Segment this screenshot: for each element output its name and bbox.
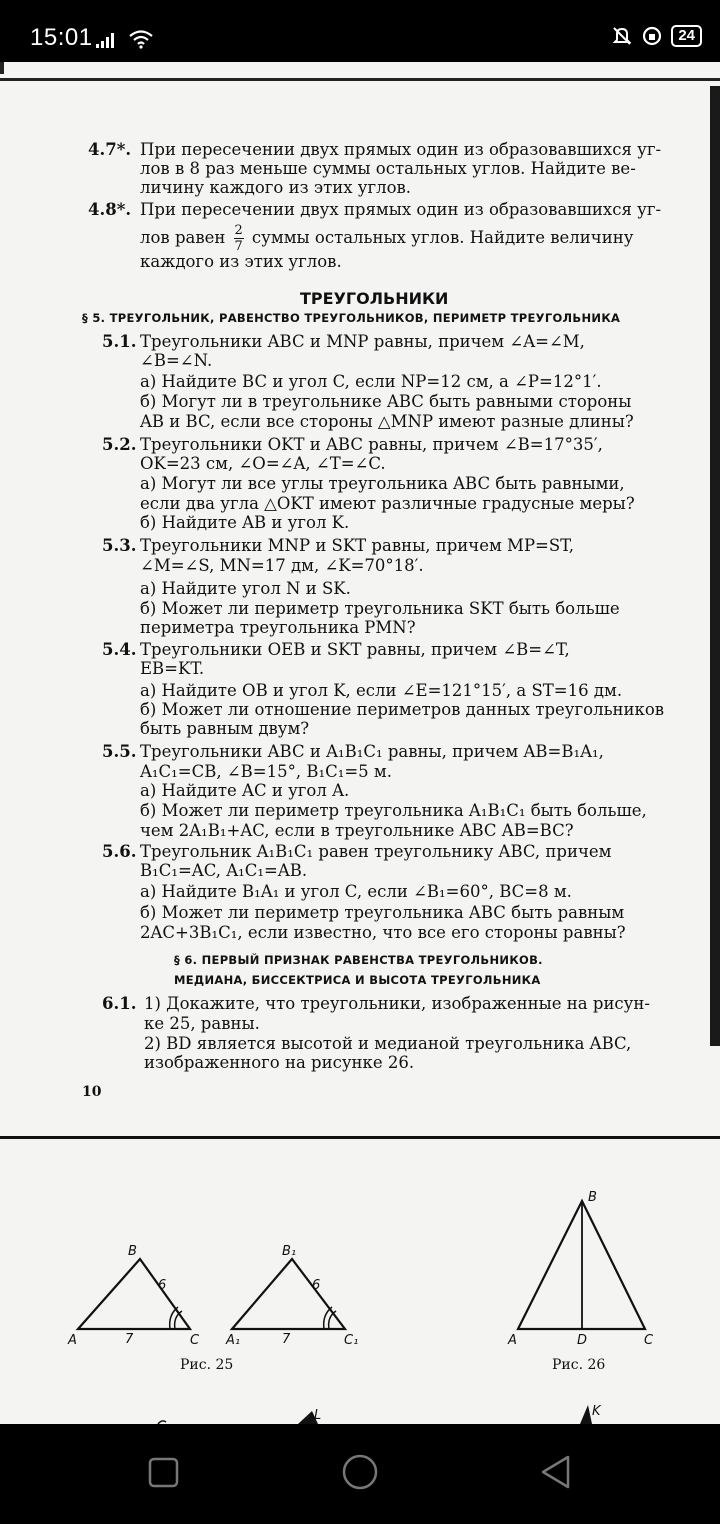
problem-line: а) Могут ли все углы треугольника ABC быть равными, [140,474,625,493]
problem-line: A₁C₁=CB, ∠B=15°, B₁C₁=5 м. [140,762,392,781]
status-right-icons [611,25,702,47]
vertex-label-c: C [190,1333,200,1348]
figure-25-triangle-a1b1c1 [225,1244,358,1348]
battery-icon: 24 [671,25,702,47]
chapter-title: ТРЕУГОЛЬНИКИ [300,289,449,308]
problem-line: При пересечении двух прямых один из образовавшихся уг- [140,140,662,159]
fraction-denominator: 7 [234,239,243,254]
problem-line: Треугольники ABC и A₁B₁C₁ равны, причем AB=B₁A₁, [140,742,604,761]
page-number: 10 [82,1084,102,1100]
problem-line: EB=KT. [140,659,205,678]
problem-line: Треугольники OKT и ABC равны, причем ∠B=17°35′, [140,435,603,454]
vertex-label-b1: B₁ [282,1244,297,1259]
problem-line: Треугольники OEB и SKT равны, причем ∠B=∠T, [140,640,570,659]
problem-line: каждого из этих углов. [140,252,342,271]
figure-26-triangle [507,1190,654,1348]
page-top-rule [0,78,720,81]
status-left-icons [96,28,154,50]
problem-line: Треугольники ABC и MNP равны, причем ∠A=∠M, [140,332,585,351]
signal-icon [96,30,120,48]
problem-number: 6.1. [102,994,137,1013]
problem-line-with-fraction [140,224,633,253]
side-label-a1c1: 7 [282,1332,291,1347]
problem-number: 5.2. [102,435,137,454]
problem-number: 5.6. [102,842,137,861]
side-label-ac: 7 [125,1332,134,1347]
section-subtitle: МЕДИАНА, БИССЕКТРИСА И ВЫСОТА ТРЕУГОЛЬНИКА [174,973,541,987]
mute-icon [611,25,633,47]
vertex-label-b: B [588,1190,597,1205]
recents-icon[interactable] [150,1459,177,1486]
section-title: § 6. ПЕРВЫЙ ПРИЗНАК РАВЕНСТВА ТРЕУГОЛЬНИКОВ. [174,953,543,967]
problem-line: Треугольники MNP и SKT равны, причем MP=ST, [140,536,575,555]
figures-canvas [0,1139,720,1424]
vertex-label-b: B [128,1244,137,1259]
vertex-label-a: A [508,1333,517,1348]
side-label-b1c1: 6 [312,1278,321,1293]
home-icon[interactable] [344,1456,376,1488]
problem-number: 4.7*. [88,140,132,159]
problem-line: б) Может ли периметр треугольника SKT быть больше [140,599,620,618]
fraction-numerator: 2 [234,223,243,238]
data-saver-icon [641,25,663,47]
vertex-label-a1: A₁ [226,1333,241,1348]
problem-line: а) Найдите BC и угол C, если NP=12 см, а ∠P=12°1′. [140,372,602,391]
partial-figures [158,1404,602,1424]
problem-number: 5.4. [102,640,137,659]
problem-line: изображенного на рисунке 26. [144,1053,415,1072]
problem-line: б) Может ли периметр треугольника ABC быть равным [140,903,625,922]
partial-label-k: K [592,1404,601,1419]
vertex-label-a: A [68,1333,77,1348]
page-edge-mark [0,62,4,74]
problem-line: При пересечении двух прямых один из образовавшихся уг- [140,200,662,219]
problem-line: 1) Докажите, что треугольники, изображенные на рисун- [144,994,650,1013]
problem-line: 2AC+3B₁C₁, если известно, что все его стороны равны? [140,923,626,942]
problem-line: чем 2A₁B₁+AC, если в треугольнике ABC AB=BC? [140,821,574,840]
back-icon[interactable] [543,1457,568,1487]
problem-line: 2) BD является высотой и медианой треугольника ABC, [144,1034,632,1053]
problem-number: 5.1. [102,332,137,351]
problem-number: 5.3. [102,536,137,555]
problem-line: б) Могут ли в треугольнике ABC быть равными стороны [140,392,632,411]
problem-line: B₁C₁=AC, A₁C₁=AB. [140,861,308,880]
problem-text: лов равен [140,228,226,247]
figure-26-caption: Рис. 26 [552,1357,606,1373]
figure-25-triangle-abc [67,1244,200,1348]
navigation-bar [0,1424,720,1520]
page-right-edge [710,86,720,1046]
problem-line: а) Найдите AC и угол A. [140,781,350,800]
section-title: § 5. ТРЕУГОЛЬНИК, РАВЕНСТВО ТРЕУГОЛЬНИКОВ, ПЕРИМЕТР ТРЕУГОЛЬНИКА [82,311,621,325]
problem-line: быть равным двум? [140,719,310,738]
problem-line: б) Может ли периметр треугольника A₁B₁C₁ быть больше, [140,801,647,820]
back-button[interactable] [543,1457,568,1487]
problem-line: а) Найдите OB и угол K, если ∠E=121°15′, а ST=16 дм. [140,681,623,700]
problem-line: если два угла △OKT имеют различные градусные меры? [140,494,635,513]
problem-text: суммы остальных углов. Найдите величину [251,228,634,247]
partial-label-l: L [314,1408,322,1423]
home-button[interactable] [344,1456,376,1488]
vertex-label-c1: C₁ [344,1333,359,1348]
vertex-label-d: D [577,1333,588,1348]
problem-line: б) Найдите AB и угол K. [140,513,350,532]
problem-line: ∠B=∠N. [140,351,213,370]
problem-line: ке 25, равны. [144,1014,260,1033]
problem-line: а) Найдите B₁A₁ и угол C, если ∠B₁=60°, BC=8 м. [140,882,572,901]
side-label-bc: 6 [158,1278,167,1293]
problem-line: личину каждого из этих углов. [140,178,412,197]
vertex-label-c: C [644,1333,654,1348]
status-bar [0,0,720,62]
figure-25-caption: Рис. 25 [180,1357,234,1373]
problem-number: 4.8*. [88,200,132,219]
wifi-icon [128,29,154,49]
recents-button[interactable] [150,1459,177,1486]
problem-line: периметра треугольника PMN? [140,618,416,637]
problem-line: ∠M=∠S, MN=17 дм, ∠K=70°18′. [140,556,424,575]
problem-number: 5.5. [102,742,137,761]
fraction [234,224,244,253]
problem-line: лов в 8 раз меньше суммы остальных углов. Найдите ве- [140,159,636,178]
status-time: 15:01 [30,24,93,51]
problem-line: а) Найдите угол N и SK. [140,579,351,598]
figures-page [0,1139,720,1424]
textbook-page [0,62,720,1136]
problem-line: б) Может ли отношение периметров данных треугольников [140,700,665,719]
problem-line: AB и BC, если все стороны △MNP имеют разные длины? [140,412,634,431]
problem-line: OK=23 см, ∠O=∠A, ∠T=∠C. [140,454,386,473]
problem-line: Треугольник A₁B₁C₁ равен треугольнику ABC, причем [140,842,612,861]
navigation-buttons [0,1424,720,1520]
